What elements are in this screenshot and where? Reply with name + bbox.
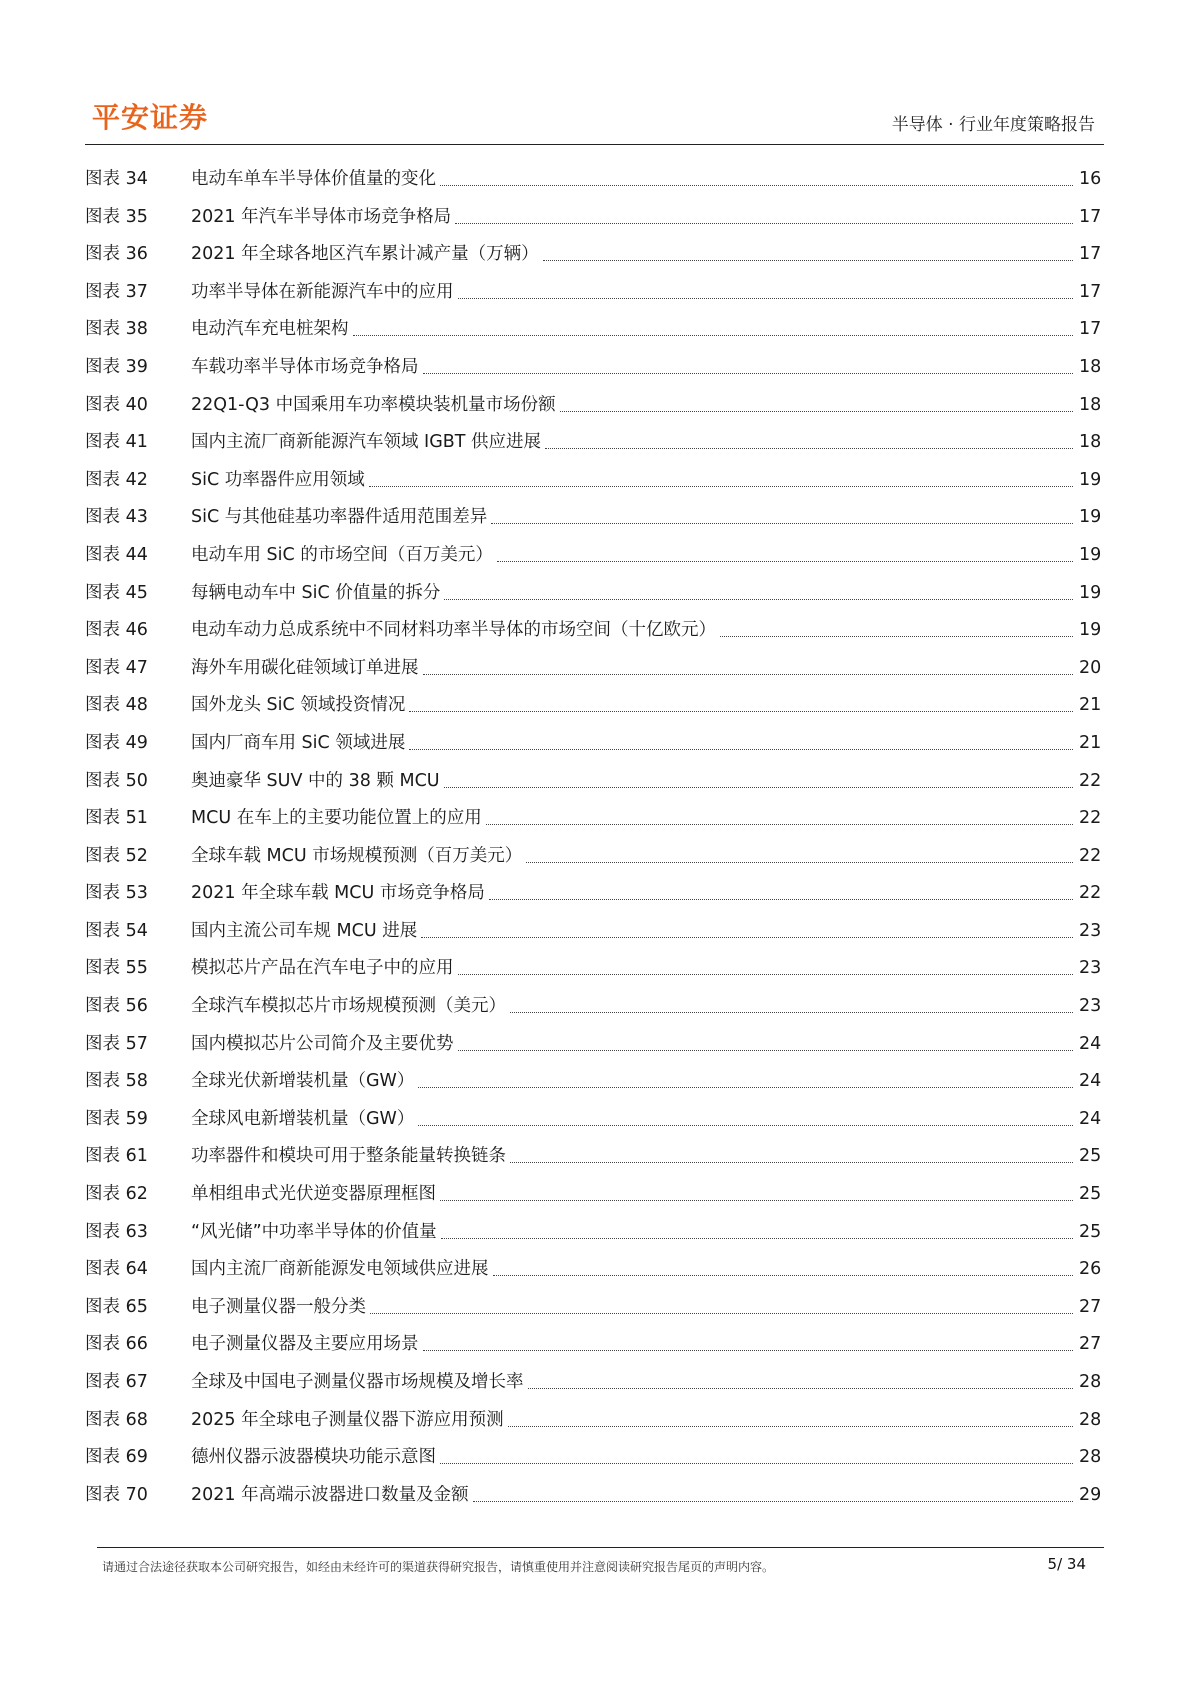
toc-entry[interactable]: [85, 1070, 1101, 1108]
toc-entry[interactable]: [85, 582, 1101, 620]
toc-entry-page: 24: [1079, 1071, 1102, 1092]
toc-dot-leader: [418, 1087, 1073, 1088]
toc-dot-leader: [720, 636, 1073, 637]
toc-entry-label: 图表 69: [85, 1447, 148, 1468]
toc-entry-title: 全球光伏新增装机量（GW）: [191, 1071, 415, 1092]
toc-entry-title: 电子测量仪器一般分类: [191, 1296, 366, 1317]
toc-entry[interactable]: [85, 770, 1101, 808]
toc-dot-leader: [458, 1050, 1074, 1051]
toc-entry-title: 2021 年全球各地区汽车累计减产量（万辆）: [191, 244, 539, 265]
toc-entry-title: 国内主流厂商新能源发电领域供应进展: [191, 1259, 489, 1280]
toc-entry-title: 电子测量仪器及主要应用场景: [191, 1334, 419, 1355]
toc-entry-page: 22: [1079, 770, 1102, 791]
toc-dot-leader: [370, 1313, 1073, 1314]
toc-entry-title: 全球车载 MCU 市场规模预测（百万美元）: [191, 845, 523, 866]
toc-dot-leader: [444, 787, 1073, 788]
toc-entry-label: 图表 35: [85, 206, 148, 227]
toc-entry-page: 19: [1079, 582, 1102, 603]
toc-entry-page: 18: [1079, 394, 1102, 415]
toc-entry-title: 国内模拟芯片公司简介及主要优势: [191, 1033, 454, 1054]
toc-dot-leader: [543, 260, 1073, 261]
toc-entry-label: 图表 41: [85, 432, 148, 453]
toc-entry-title: 2021 年全球车载 MCU 市场竞争格局: [191, 883, 485, 904]
toc-entry-title: 2025 年全球电子测量仪器下游应用预测: [191, 1409, 504, 1430]
toc-entry[interactable]: [85, 1183, 1101, 1221]
toc-entry-page: 24: [1079, 1108, 1102, 1129]
toc-entry-label: 图表 70: [85, 1484, 148, 1505]
toc-entry-label: 图表 68: [85, 1409, 148, 1430]
toc-entry-page: 27: [1079, 1296, 1102, 1317]
toc-entry-label: 图表 48: [85, 695, 148, 716]
toc-entry-label: 图表 49: [85, 732, 148, 753]
toc-entry-page: 18: [1079, 432, 1102, 453]
toc-dot-leader: [486, 824, 1073, 825]
toc-entry-label: 图表 54: [85, 920, 148, 941]
toc-dot-leader: [528, 1388, 1074, 1389]
toc-entry-title: 功率半导体在新能源汽车中的应用: [191, 281, 454, 302]
toc-entry-label: 图表 45: [85, 582, 148, 603]
toc-entry-page: 17: [1079, 244, 1102, 265]
toc-entry[interactable]: [85, 243, 1101, 281]
toc-entry-label: 图表 65: [85, 1296, 148, 1317]
toc-entry-page: 29: [1079, 1484, 1102, 1505]
toc-entry-page: 22: [1079, 845, 1102, 866]
page-number: 5/ 34: [1047, 1555, 1086, 1573]
report-type: 半导体 · 行业年度策略报告: [891, 115, 1095, 135]
toc-dot-leader: [418, 1125, 1073, 1126]
toc-dot-leader: [423, 373, 1074, 374]
toc-entry-label: 图表 43: [85, 507, 148, 528]
toc-entry[interactable]: [85, 920, 1101, 958]
toc-dot-leader: [440, 1463, 1073, 1464]
toc-entry-label: 图表 38: [85, 319, 148, 340]
toc-dot-leader: [458, 298, 1074, 299]
toc-entry-label: 图表 55: [85, 958, 148, 979]
toc-entry[interactable]: [85, 995, 1101, 1033]
toc-entry-page: 22: [1079, 808, 1102, 829]
toc-entry-title: 单相组串式光伏逆变器原理框图: [191, 1184, 436, 1205]
toc-entry-title: 电动车单车半导体价值量的变化: [191, 169, 436, 189]
toc-dot-leader: [440, 185, 1073, 186]
toc-entry[interactable]: [85, 957, 1101, 995]
toc-entry-label: 图表 57: [85, 1033, 148, 1054]
toc-entry-label: 图表 36: [85, 244, 148, 265]
toc-entry-label: 图表 53: [85, 883, 148, 904]
toc-dot-leader: [560, 411, 1073, 412]
toc-dot-leader: [423, 1350, 1074, 1351]
toc-entry-title: 功率器件和模块可用于整条能量转换链条: [191, 1146, 506, 1167]
toc-entry[interactable]: [85, 206, 1101, 244]
toc-entry[interactable]: [85, 469, 1101, 507]
footer-divider: [97, 1547, 1104, 1548]
toc-entry[interactable]: [85, 1221, 1101, 1259]
toc-dot-leader: [493, 1275, 1074, 1276]
toc-entry-page: 22: [1079, 883, 1102, 904]
toc-entry-page: 25: [1079, 1221, 1102, 1242]
toc-entry-title: 22Q1-Q3 中国乘用车功率模块装机量市场份额: [191, 394, 556, 415]
toc-entry-title: SiC 与其他硅基功率器件适用范围差异: [191, 507, 488, 528]
toc-entry-page: 19: [1079, 507, 1102, 528]
header-divider: [85, 144, 1104, 145]
toc-dot-leader: [510, 1162, 1073, 1163]
toc-entry-label: 图表 59: [85, 1108, 148, 1129]
toc-entry-title: 奥迪豪华 SUV 中的 38 颗 MCU: [191, 770, 440, 791]
toc-entry-title: 电动汽车充电桩架构: [191, 319, 349, 340]
toc-entry-label: 图表 58: [85, 1071, 148, 1092]
toc-entry-label: 图表 66: [85, 1334, 148, 1355]
toc-dot-leader: [409, 749, 1073, 750]
toc-entry[interactable]: [85, 318, 1101, 356]
toc-entry[interactable]: [85, 356, 1101, 394]
toc-entry-label: 图表 40: [85, 394, 148, 415]
toc-entry-page: 17: [1079, 206, 1102, 227]
toc-entry[interactable]: [85, 1409, 1101, 1447]
toc-entry-title: 2021 年高端示波器进口数量及金额: [191, 1484, 469, 1505]
toc-entry-page: 25: [1079, 1146, 1102, 1167]
toc-dot-leader: [458, 974, 1074, 975]
toc-entry[interactable]: [85, 394, 1101, 432]
toc-entry-title: SiC 功率器件应用领域: [191, 469, 365, 490]
toc-entry-page: 19: [1079, 544, 1102, 565]
toc-entry-title: 全球风电新增装机量（GW）: [191, 1108, 415, 1129]
toc-entry-label: 图表 42: [85, 469, 148, 490]
footer-disclaimer: 请通过合法途径获取本公司研究报告，如经由未经许可的渠道获得研究报告，请慎重使用并注意阅读研究报告尾页的声明内容。: [102, 1560, 775, 1574]
toc-dot-leader: [473, 1501, 1073, 1502]
toc-entry[interactable]: [85, 506, 1101, 544]
toc-entry-title: “风光储”中功率半导体的价值量: [191, 1221, 437, 1242]
toc-entry[interactable]: [85, 1371, 1101, 1409]
toc-entry-page: 16: [1079, 169, 1102, 189]
toc-entry[interactable]: [85, 882, 1101, 920]
toc-entry-title: 电动车用 SiC 的市场空间（百万美元）: [191, 544, 493, 565]
toc-entry[interactable]: [85, 619, 1101, 657]
toc-entry-page: 18: [1079, 356, 1102, 377]
toc-entry-page: 23: [1079, 958, 1102, 979]
toc-entry-label: 图表 62: [85, 1184, 148, 1205]
toc-entry-title: 模拟芯片产品在汽车电子中的应用: [191, 958, 454, 979]
toc-entry-title: 车载功率半导体市场竞争格局: [191, 356, 419, 377]
toc-entry[interactable]: [85, 807, 1101, 845]
toc-entry-page: 26: [1079, 1259, 1102, 1280]
toc-entry[interactable]: [85, 1296, 1101, 1334]
toc-entry-page: 28: [1079, 1409, 1102, 1430]
toc-entry-label: 图表 47: [85, 657, 148, 678]
toc-entry-page: 23: [1079, 996, 1102, 1017]
toc-entry-label: 图表 61: [85, 1146, 148, 1167]
toc-entry-page: 19: [1079, 469, 1102, 490]
toc-dot-leader: [491, 523, 1073, 524]
toc-entry-label: 图表 64: [85, 1259, 148, 1280]
toc-entry-label: 图表 39: [85, 356, 148, 377]
toc-entry[interactable]: [85, 845, 1101, 883]
toc-entry-page: 19: [1079, 620, 1102, 641]
toc-entry[interactable]: [85, 1484, 1101, 1522]
toc-entry[interactable]: [85, 431, 1101, 469]
toc-entry-title: 海外车用碳化硅领域订单进展: [191, 657, 419, 678]
toc-entry-label: 图表 52: [85, 845, 148, 866]
toc-entry-title: 每辆电动车中 SiC 价值量的拆分: [191, 582, 441, 603]
toc-dot-leader: [497, 561, 1073, 562]
toc-entry-page: 23: [1079, 920, 1102, 941]
toc-dot-leader: [441, 1238, 1073, 1239]
toc-dot-leader: [423, 674, 1074, 675]
toc-dot-leader: [353, 335, 1074, 336]
toc-entry[interactable]: [85, 1446, 1101, 1484]
toc-entry-label: 图表 51: [85, 808, 148, 829]
toc-entry-title: 国内主流厂商新能源汽车领域 IGBT 供应进展: [191, 432, 542, 453]
toc-dot-leader: [455, 223, 1073, 224]
toc-entry-page: 17: [1079, 319, 1102, 340]
toc-dot-leader: [489, 899, 1073, 900]
toc-entry-label: 图表 56: [85, 996, 148, 1017]
toc-entry-title: 全球汽车模拟芯片市场规模预测（美元）: [191, 996, 506, 1017]
toc-entry-page: 20: [1079, 657, 1102, 678]
toc-entry-label: 图表 37: [85, 281, 148, 302]
toc-entry-page: 27: [1079, 1334, 1102, 1355]
toc-entry-page: 17: [1079, 281, 1102, 302]
toc-entry[interactable]: [85, 544, 1101, 582]
toc-entry[interactable]: [85, 1145, 1101, 1183]
toc-dot-leader: [545, 448, 1073, 449]
toc-entry[interactable]: [85, 732, 1101, 770]
toc-entry-title: 全球及中国电子测量仪器市场规模及增长率: [191, 1372, 524, 1392]
toc-dot-leader: [409, 711, 1073, 712]
toc-entry-page: 28: [1079, 1447, 1102, 1468]
toc-entry[interactable]: [85, 657, 1101, 695]
toc-entry-title: 国内厂商车用 SiC 领域进展: [191, 732, 406, 753]
toc-entry-label: 图表 50: [85, 770, 148, 791]
toc-entry-title: 电动车动力总成系统中不同材料功率半导体的市场空间（十亿欧元）: [191, 620, 716, 641]
toc-entry[interactable]: [85, 1108, 1101, 1146]
toc-entry-page: 25: [1079, 1184, 1102, 1205]
toc-entry[interactable]: [85, 694, 1101, 732]
toc-dot-leader: [526, 862, 1073, 863]
toc-entry-label: 图表 67: [85, 1372, 148, 1392]
toc-entry-page: 28: [1079, 1372, 1102, 1392]
toc-entry-title: 德州仪器示波器模块功能示意图: [191, 1447, 436, 1468]
toc-entry[interactable]: [85, 1033, 1101, 1071]
toc-entry-title: MCU 在车上的主要功能位置上的应用: [191, 808, 482, 829]
toc-entry[interactable]: [85, 1258, 1101, 1296]
toc-entry-page: 21: [1079, 732, 1102, 753]
toc-dot-leader: [510, 1012, 1073, 1013]
toc-dot-leader: [440, 1200, 1073, 1201]
toc-entry[interactable]: [85, 168, 1101, 206]
toc-entry-page: 24: [1079, 1033, 1102, 1054]
toc-dot-leader: [369, 486, 1073, 487]
toc-entry-page: 21: [1079, 695, 1102, 716]
company-logo: 平安证券: [92, 101, 209, 134]
toc-dot-leader: [421, 937, 1073, 938]
figure-toc-list: [85, 168, 1101, 1521]
toc-entry-label: 图表 44: [85, 544, 148, 565]
toc-entry-title: 国外龙头 SiC 领域投资情况: [191, 695, 406, 716]
toc-entry[interactable]: [85, 1333, 1101, 1371]
toc-entry-label: 图表 34: [85, 169, 148, 189]
toc-entry-label: 图表 63: [85, 1221, 148, 1242]
toc-entry-label: 图表 46: [85, 620, 148, 641]
toc-dot-leader: [444, 599, 1073, 600]
toc-entry-title: 2021 年汽车半导体市场竞争格局: [191, 206, 452, 227]
toc-dot-leader: [508, 1426, 1073, 1427]
toc-entry-title: 国内主流公司车规 MCU 进展: [191, 920, 418, 941]
toc-entry[interactable]: [85, 281, 1101, 319]
